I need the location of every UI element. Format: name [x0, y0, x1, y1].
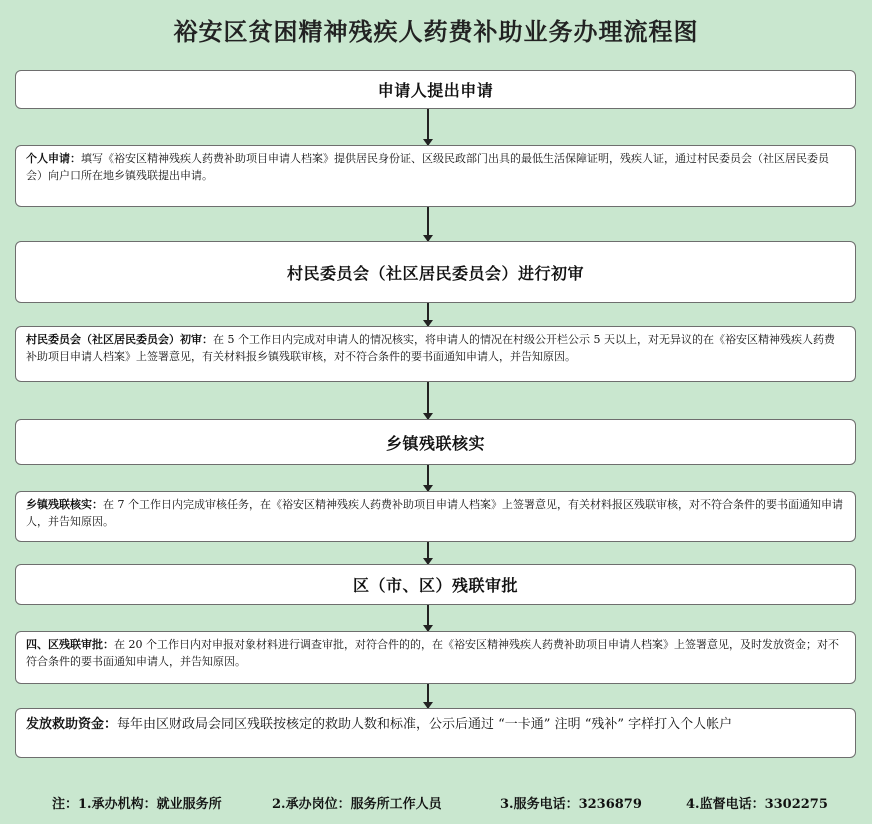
step-4-heading-box — [15, 564, 856, 605]
step-3-detail-box — [15, 491, 856, 542]
final-step-box — [15, 708, 856, 758]
step-3-detail-label: 乡镇残联核实： — [26, 498, 103, 511]
arrow-4 — [427, 382, 429, 419]
footer-service-phone: 3.服务电话：3236879 — [500, 797, 642, 812]
arrow-7 — [427, 605, 429, 631]
final-step-text: 每年由区财政局会同区残联按核定的救助人数和标准，公示后通过 “一卡通” 注明 “残补” 字样打入个人帐户 — [117, 717, 733, 732]
arrow-2 — [427, 207, 429, 241]
step-1-detail-text: 填写《裕安区精神残疾人药费补助项目申请人档案》提供居民身份证、区级民政部门出具的最低生活保障证明，残疾人证，通过村民委员会（社区居民委员会）向户口所在地乡镇残联提出申请。 — [26, 152, 829, 182]
step-2-heading-box — [15, 241, 856, 303]
step-1-detail-box — [15, 145, 856, 207]
final-step-label: 发放救助资金： — [26, 717, 118, 732]
flowchart-title: 裕安区贫困精神残疾人药费补助业务办理流程图 — [173, 18, 699, 46]
arrow-1 — [427, 109, 429, 145]
step-3-detail-text: 在 7 个工作日内完成审核任务，在《裕安区精神残疾人药费补助项目申请人档案》上签署意见，有关材料报区残联审核，对不符合条件的要书面通知申请人，并告知原因。 — [26, 498, 843, 528]
step-4-detail-text: 在 20 个工作日内对申报对象材料进行调查审批，对符合件的的，在《裕安区精神残疾人药费补助项目申请人档案》上签署意见，及时发放资金；对不符合条件的要书面通知申请人，并告知原因。 — [26, 638, 839, 668]
footer-supervision-phone: 4.监督电话：3302275 — [686, 797, 828, 812]
step-4-detail-box — [15, 631, 856, 684]
step-2-detail-box — [15, 326, 856, 382]
step-2-heading: 村民委员会（社区居民委员会）进行初审 — [286, 263, 584, 283]
footer-organization: 注：1.承办机构：就业服务所 — [52, 797, 222, 812]
arrow-3 — [427, 303, 429, 326]
step-2-detail-text: 在 5 个工作日内完成对申请人的情况核实，将申请人的情况在村级公开栏公示 5 天以上，对无异议的在《裕安区精神残疾人药费补助项目申请人档案》上签署意见，有关材料报乡镇残联审核，对不符合条件的要书面通知申请人，并告知原因。 — [26, 333, 835, 363]
step-3-heading-box — [15, 419, 856, 465]
step-4-heading: 区（市、区）残联审批 — [352, 576, 518, 595]
step-3-heading: 乡镇残联核实 — [385, 433, 485, 453]
footer-position: 2.承办岗位：服务所工作人员 — [272, 797, 442, 812]
step-1-detail-label: 个人申请： — [26, 152, 81, 165]
step-1-heading-box — [15, 70, 856, 109]
arrow-8 — [427, 684, 429, 708]
step-4-detail-label: 四、区残联审批： — [26, 638, 114, 651]
step-1-heading: 申请人提出申请 — [377, 81, 494, 100]
arrow-5 — [427, 465, 429, 491]
step-2-detail-label: 村民委员会（社区居民委员会）初审： — [26, 333, 213, 346]
arrow-6 — [427, 542, 429, 564]
